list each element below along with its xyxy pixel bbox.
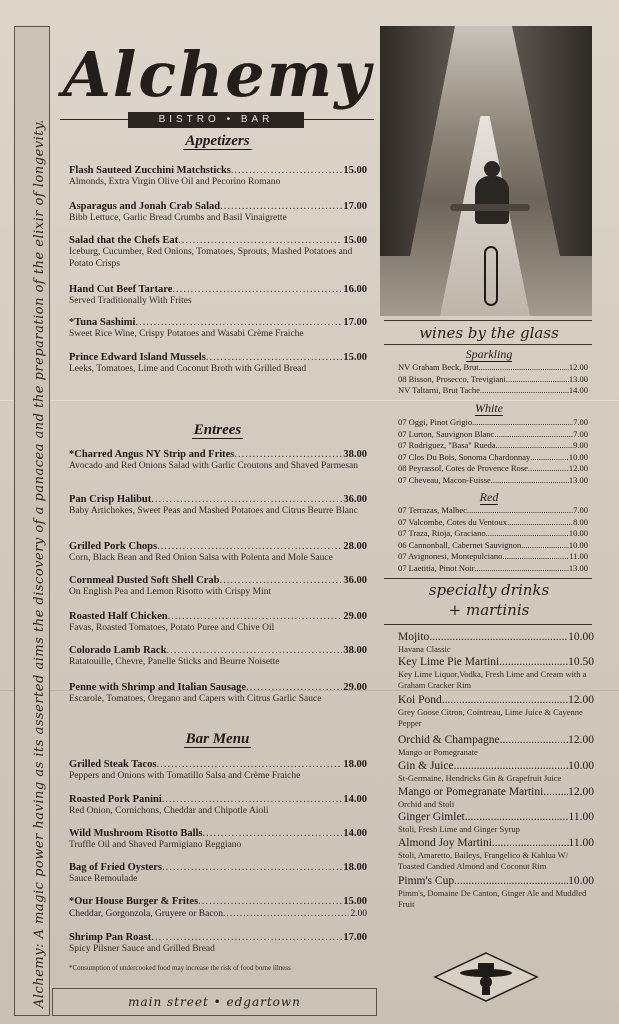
menu-item [69, 316, 367, 341]
wine-group-label: Sparkling [465, 347, 513, 361]
menu-item-row [69, 861, 367, 874]
leader-dots [246, 681, 342, 694]
menu-item-name: Cornmeal Dusted Soft Shell Crab [69, 575, 220, 586]
leader-dots [502, 551, 569, 562]
leader-dots [231, 164, 342, 177]
specialty-title-2: + martinis [448, 601, 530, 619]
wine-price: 10.00 [568, 528, 588, 539]
cyclist-photo [380, 26, 592, 316]
menu-item [69, 234, 367, 270]
leader-dots [442, 694, 568, 707]
bar-menu-title: Bar Menu [185, 731, 250, 747]
leader-dots [496, 440, 574, 451]
menu-item [69, 610, 367, 635]
leader-dots [206, 351, 343, 364]
hat-emblem-icon [433, 951, 539, 1003]
menu-item-name: Wild Mushroom Risotto Balls [69, 828, 203, 839]
leader-dots [198, 895, 342, 908]
drink-price: 12.00 [568, 786, 594, 798]
baguette-shape [450, 204, 530, 211]
rider-body [475, 176, 509, 224]
drink-desc: Stoli, Amaretto, Baileys, Frangelico & Kahlua W/ Toasted Candied Almond and Coconut Rim [398, 850, 569, 871]
menu-item-name: Penne with Shrimp and Italian Sausage [69, 682, 247, 693]
leader-dots [157, 540, 342, 553]
wine-item [398, 551, 588, 562]
wine-name: 06 Cannonball, Cabernet Sauvignon [398, 539, 522, 550]
vertical-tagline: Alchemy: A magic power having as its asserted aims the discovery of a panacea and the preparation of the elixir of longevity. [32, 119, 47, 1008]
menu-item [69, 200, 367, 225]
menu-item-addon-price: 2.00 [350, 909, 367, 919]
menu-item-desc: Corn, Black Bean and Red Onion Salsa with Polenta and Mole Sauce [69, 553, 333, 563]
wine-price: 9.00 [573, 440, 588, 451]
wine-item [398, 385, 588, 396]
leader-dots [178, 234, 342, 247]
menu-item-name: Prince Edward Island Mussels [69, 352, 206, 363]
leader-dots [499, 656, 568, 669]
menu-item-name: Grilled Steak Tacos [69, 759, 157, 770]
wine-name: 07 Laetitia, Pinot Noir [398, 563, 475, 573]
wine-item [398, 429, 588, 440]
menu-item-row [69, 493, 367, 506]
wine-price: 7.00 [573, 505, 588, 515]
drink-item [398, 631, 594, 655]
menu-item-row [69, 200, 367, 213]
menu-item-desc: Cheddar, Gorgonzola, Gruyere or Bacon [69, 909, 224, 919]
consumption-note: *Consumption of undercooked food may increase the risk of food borne illness [69, 964, 291, 972]
menu-item-name: Bag of Fried Oysters [69, 862, 163, 873]
menu-item [69, 283, 367, 308]
wine-item [398, 475, 588, 486]
drink-item [398, 694, 594, 728]
menu-item-price: 15.00 [343, 896, 367, 907]
menu-item-row [69, 931, 367, 944]
wine-item [398, 440, 588, 451]
leader-dots [135, 316, 342, 329]
menu-item-price: 15.00 [343, 235, 367, 246]
wine-item [398, 528, 588, 539]
leader-dots [162, 793, 343, 806]
menu-item [69, 793, 367, 818]
menu-item [69, 827, 367, 852]
drink-row [398, 694, 594, 707]
menu-item-desc: Leeks, Tomatoes, Lime and Coconut Broth with Grilled Bread [69, 364, 307, 374]
drink-name: Ginger Gimlet [398, 811, 465, 823]
menu-item-row [69, 610, 367, 623]
wine-name: 07 Lurton, Sauvignon Blanc [398, 428, 495, 439]
drink-row [398, 811, 594, 824]
leader-dots [465, 811, 569, 824]
menu-item-desc: Served Traditionally With Frites [69, 296, 192, 306]
logo-subtitle: BISTRO • BAR [128, 112, 304, 128]
menu-item-price: 17.00 [343, 932, 367, 943]
menu-item-desc: Favas, Roasted Tomatoes, Potato Puree and Chive Oil [69, 623, 275, 633]
wine-price: 10.00 [568, 451, 588, 462]
drink-price: 12.00 [568, 734, 594, 746]
drink-name: Mojito [398, 631, 430, 643]
menu-item-row [69, 164, 367, 177]
wine-name: 07 Avignonesi, Montepulciano [398, 551, 503, 562]
wine-item [398, 417, 588, 428]
wine-group-title [384, 401, 594, 416]
leader-dots [454, 875, 568, 888]
menu-item-desc: Truffle Oil and Shaved Parmigiano Reggiano [69, 840, 242, 850]
menu-item [69, 644, 367, 669]
drink-item [398, 760, 594, 784]
wine-name: NV Graham Beck, Brut [398, 362, 479, 372]
wine-group-title [384, 347, 594, 362]
menu-item-price: 29.00 [343, 611, 367, 622]
drink-row [398, 786, 594, 799]
wine-item [398, 374, 588, 385]
menu-item-desc: Baby Artichokes, Sweet Peas and Mashed Potatoes and Citrus Beurre Blanc [69, 506, 358, 516]
wine-price: 7.00 [573, 428, 588, 439]
menu-item-price: 17.00 [343, 201, 367, 212]
appetizers-title: Appetizers [185, 133, 250, 149]
wine-name: 08 Bisson, Prosecco, Trevigiani [398, 373, 506, 384]
menu-item-name: *Our House Burger & Frites [69, 896, 199, 907]
wine-item [398, 463, 588, 474]
leader-dots [203, 827, 343, 840]
menu-item-row [69, 644, 367, 657]
drink-item [398, 734, 594, 758]
drink-price: 10.50 [568, 656, 594, 668]
wine-price: 12.00 [568, 362, 588, 372]
wine-group-label: Red [479, 490, 499, 504]
wine-name: 08 Peyrassol, Cotes de Provence Rose [398, 463, 528, 474]
wines-title: wines by the glass [419, 324, 559, 342]
menu-item-price: 29.00 [343, 682, 367, 693]
leader-dots [543, 786, 568, 799]
menu-item-price: 38.00 [343, 645, 367, 656]
logo-rule [60, 119, 128, 120]
drink-desc: Mango or Pomegranate [398, 747, 478, 757]
menu-item [69, 540, 367, 565]
wine-group-label: White [475, 401, 503, 415]
menu-item-price: 16.00 [343, 284, 367, 295]
wine-name: 07 Oggi, Pinot Grigio [398, 417, 473, 427]
trees-left [380, 26, 455, 256]
menu-item-price: 14.00 [343, 828, 367, 839]
leader-dots [220, 200, 342, 213]
menu-item-name: Hand Cut Beef Tartare [69, 284, 173, 295]
menu-item-row [69, 758, 367, 771]
menu-item [69, 681, 367, 706]
menu-item-name: *Tuna Sashimi [69, 317, 136, 328]
divider-rule [384, 320, 592, 321]
wine-name: 07 Cheveau, Macon-Fuisse [398, 475, 491, 485]
leader-dots [172, 283, 342, 296]
menu-item-price: 17.00 [343, 317, 367, 328]
wine-group-title [384, 490, 594, 505]
drink-desc: Stoli, Fresh Lime and Ginger Syrup [398, 824, 520, 834]
menu-item-row [69, 316, 367, 329]
menu-item-name: Pan Crisp Halibut [69, 494, 152, 505]
specialty-title-1: specialty drinks [428, 581, 550, 599]
menu-item-name: Shrimp Pan Roast [69, 932, 152, 943]
leader-dots [168, 610, 343, 623]
wine-name: 07 Valcombe, Cotes du Ventoux [398, 516, 507, 527]
wine-price: 13.00 [568, 563, 588, 573]
menu-item-price: 15.00 [343, 352, 367, 363]
drink-name: Gin & Juice [398, 760, 454, 772]
wine-price: 11.00 [569, 551, 588, 562]
menu-item-desc: Iceburg, Cucumber, Red Onions, Tomatoes, Sprouts, Mashed Potatoes and Potato Crisps [69, 247, 353, 269]
leader-dots [492, 837, 569, 850]
leader-dots [479, 362, 569, 373]
menu-item [69, 351, 367, 376]
leader-dots [151, 493, 342, 506]
leader-dots [506, 374, 569, 385]
drink-desc: Key Lime Liquor,Vodka, Fresh Lime and Cream with a Graham Cracker Rim [398, 669, 587, 690]
menu-item-row [69, 283, 367, 296]
menu-item-desc: Almonds, Extra Virgin Olive Oil and Pecorino Romano [69, 177, 281, 187]
leader-dots [486, 528, 569, 539]
menu-item-row [69, 448, 367, 461]
menu-item-price: 28.00 [343, 541, 367, 552]
menu-item-row [69, 351, 367, 364]
drink-item [398, 786, 594, 810]
menu-item-name: Roasted Half Chicken [69, 611, 168, 622]
leader-dots [530, 452, 569, 463]
wine-item [398, 563, 588, 574]
drink-item [398, 656, 594, 690]
leader-dots [157, 758, 343, 771]
menu-item-name: Salad that the Chefs Eat [69, 235, 179, 246]
entrees-title: Entrees [193, 422, 242, 438]
drink-item [398, 875, 594, 909]
menu-item-row [69, 827, 367, 840]
leader-dots [491, 475, 569, 486]
menu-item-price: 15.00 [343, 165, 367, 176]
leader-dots [472, 417, 573, 428]
wine-price: 12.00 [568, 463, 588, 474]
leader-dots [507, 517, 573, 528]
menu-item [69, 448, 367, 473]
drink-row [398, 734, 594, 747]
drink-desc: Grey Goose Citron, Cointreau, Lime Juice & Cayenne Pepper [398, 707, 583, 728]
menu-item-row [69, 681, 367, 694]
menu-item-desc-row [69, 908, 367, 921]
menu-item-row [69, 540, 367, 553]
drink-name: Key Lime Pie Martini [398, 656, 500, 668]
menu-item [69, 493, 367, 518]
leader-dots [223, 908, 349, 921]
wine-price: 7.00 [573, 417, 588, 427]
drink-row [398, 837, 594, 850]
drink-row [398, 760, 594, 773]
wine-price: 10.00 [568, 539, 588, 550]
rider-head [484, 161, 500, 177]
menu-item-desc: Escarole, Tomatoes, Oregano and Capers with Citrus Garlic Sauce [69, 694, 322, 704]
menu-item-desc: Sweet Rice Wine, Crispy Potatoes and Wasabi Crème Fraiche [69, 329, 304, 339]
wine-item [398, 362, 588, 373]
leader-dots [494, 429, 573, 440]
drink-price: 10.00 [568, 631, 594, 643]
wine-price: 13.00 [568, 475, 588, 485]
wine-name: NV Taltarni, Brut Tache [398, 385, 480, 396]
menu-item-price: 18.00 [343, 862, 367, 873]
menu-item-desc: Sauce Remoulade [69, 874, 138, 884]
drink-name: Koi Pond [398, 694, 442, 706]
leader-dots [475, 563, 569, 574]
leader-dots [521, 540, 569, 551]
drink-price: 10.00 [568, 875, 594, 887]
wine-price: 14.00 [568, 385, 588, 396]
leader-dots [220, 574, 343, 587]
menu-item-row [69, 574, 367, 587]
leader-dots [528, 463, 569, 474]
divider-rule [384, 344, 592, 345]
wine-item [398, 540, 588, 551]
drink-desc: Havana Classic [398, 644, 451, 654]
menu-item [69, 931, 367, 956]
menu-item-name: Colorado Lamb Rack [69, 645, 167, 656]
wine-price: 13.00 [568, 373, 588, 384]
menu-item-desc: Ratatouille, Chevre, Panelle Sticks and Beurre Noisette [69, 657, 280, 667]
wine-item [398, 517, 588, 528]
logo-wordmark: Alchemy [62, 38, 373, 111]
menu-item-price: 36.00 [343, 575, 367, 586]
wine-item [398, 452, 588, 463]
leader-dots [162, 861, 342, 874]
leader-dots [480, 385, 569, 396]
menu-item-desc: Avocado and Red Onions Salad with Garlic Croutons and Shaved Parmesan [69, 461, 358, 471]
menu-item [69, 574, 367, 599]
logo-rule [304, 119, 374, 120]
menu-item [69, 164, 367, 189]
leader-dots [429, 631, 568, 644]
drink-price: 10.00 [568, 760, 594, 772]
wine-price: 8.00 [573, 516, 588, 527]
menu-item-row [69, 793, 367, 806]
leader-dots [500, 734, 569, 747]
menu-item-price: 38.00 [343, 449, 367, 460]
drink-price: 11.00 [568, 837, 594, 849]
trees-right [512, 26, 592, 256]
drink-name: Pimm's Cup [398, 875, 455, 887]
menu-item-desc: Red Onion, Cornichons, Cheddar and Chipotle Aioli [69, 806, 269, 816]
leader-dots [151, 931, 342, 944]
menu-item-row [69, 234, 367, 247]
wine-name: 07 Terrazas, Malbec [398, 505, 467, 515]
menu-item [69, 861, 367, 886]
menu-item-name: Roasted Pork Panini [69, 794, 162, 805]
menu-item-name: Flash Sauteed Zucchini Matchsticks [69, 165, 231, 176]
leader-dots [467, 505, 573, 516]
bicycle-wheel [484, 246, 498, 306]
menu-item-price: 18.00 [343, 759, 367, 770]
drink-row [398, 875, 594, 888]
drink-row [398, 656, 594, 669]
drink-row [398, 631, 594, 644]
wine-name: 07 Clos Du Bois, Sonoma Chardonnay [398, 451, 531, 462]
menu-item-price: 14.00 [343, 794, 367, 805]
divider-rule [384, 624, 592, 625]
drink-name: Almond Joy Martini [398, 837, 492, 849]
drink-price: 12.00 [568, 694, 594, 706]
drink-desc: St-Germaine, Hendricks Gin & Grapefruit Juice [398, 773, 562, 783]
drink-price: 11.00 [568, 811, 594, 823]
menu-item-name: *Charred Angus NY Strip and Frites [69, 449, 235, 460]
leader-dots [166, 644, 342, 657]
drink-item [398, 811, 594, 835]
drink-name: Orchid & Champagne [398, 734, 500, 746]
menu-item-row [69, 895, 367, 908]
menu-item-desc: Spicy Pilsner Sauce and Grilled Bread [69, 944, 215, 954]
leader-dots [234, 448, 342, 461]
drink-desc: Pimm's, Domaine De Canton, Ginger Ale and Muddled Fruit [398, 888, 587, 909]
menu-item-name: Grilled Pork Chops [69, 541, 158, 552]
menu-item-desc: Bibb Lettuce, Garlic Bread Crumbs and Basil Vinaigrette [69, 213, 287, 223]
menu-item [69, 895, 367, 921]
menu-item-price: 36.00 [343, 494, 367, 505]
divider-rule [384, 578, 592, 579]
menu-item-desc: On English Pea and Lemon Risotto with Crispy Mint [69, 587, 272, 597]
address-footer: main street • edgartown [52, 988, 377, 1016]
menu-item [69, 758, 367, 783]
menu-item-name: Asparagus and Jonah Crab Salad [69, 201, 221, 212]
drink-desc: Orchid and Stoli [398, 799, 455, 809]
wine-item [398, 505, 588, 516]
wine-name: 07 Traza, Rioja, Graciano [398, 528, 486, 539]
wine-name: 07 Rodriguez, "Basa" Rueda [398, 440, 496, 451]
drink-name: Mango or Pomegranate Martini [398, 786, 544, 798]
leader-dots [454, 760, 569, 773]
menu-item-desc: Peppers and Onions with Tomatillo Salsa and Crème Fraiche [69, 771, 301, 781]
drink-item [398, 837, 594, 871]
